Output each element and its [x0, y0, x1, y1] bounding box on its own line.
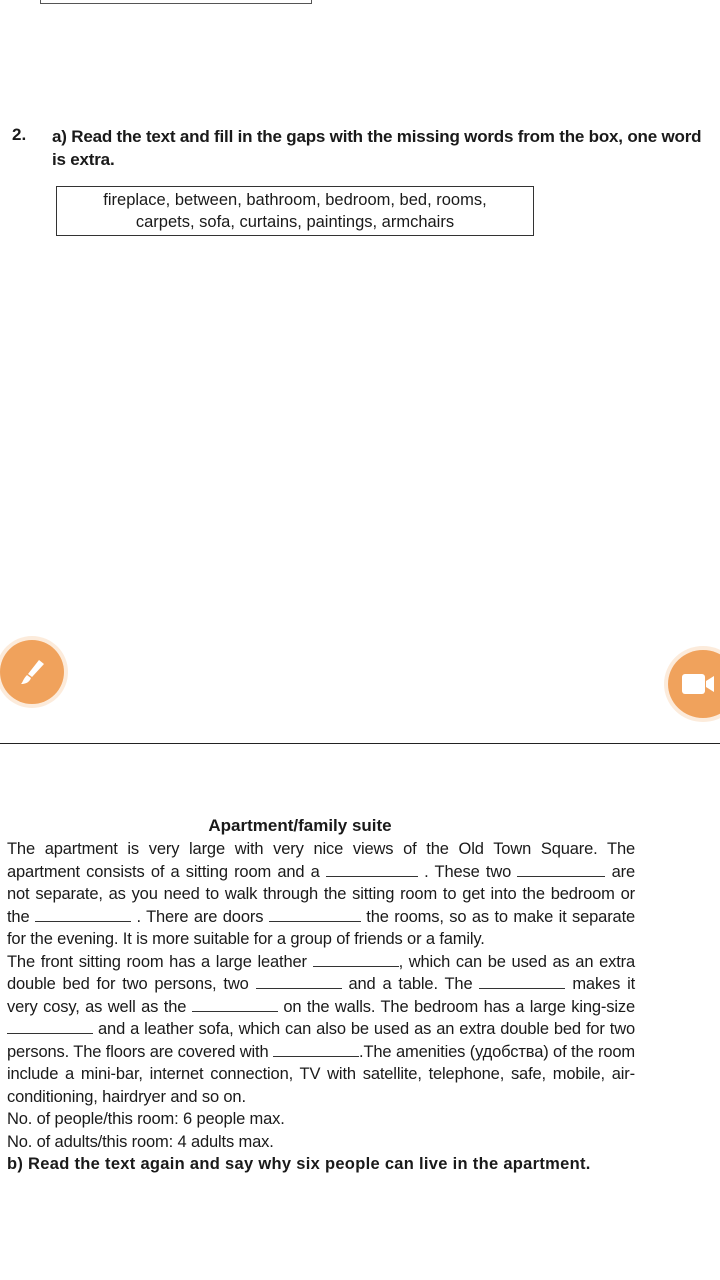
- article-title: Apartment/family suite: [208, 816, 392, 835]
- text-segment: . There are doors: [136, 907, 264, 926]
- text-segment: The apartment is very large with very nice views of the Old Town Square. The apartment consists of a sitting room and a: [7, 840, 635, 881]
- task-b: b) Read the text again and say why six people can live in the apartment.: [7, 1155, 591, 1173]
- blank-10[interactable]: [273, 1042, 359, 1057]
- page-divider: [0, 743, 720, 744]
- blank-2[interactable]: [517, 862, 605, 877]
- blank-3[interactable]: [35, 907, 131, 922]
- people-max: No. of people/this room: 6 people max.: [7, 1110, 285, 1128]
- blank-8[interactable]: [192, 997, 278, 1012]
- adults-max: No. of adults/this room: 4 adults max.: [7, 1132, 274, 1151]
- text-segment: on the walls. The bedroom has a large king-size: [283, 997, 636, 1016]
- task-heading: a) Read the text and fill in the gaps with the missing words from the box, one word is extra.: [52, 127, 702, 169]
- blank-9[interactable]: [7, 1019, 93, 1034]
- article-text: [7, 838, 635, 1176]
- text-segment: are not separate, as you need to walk through the sitting room to get into the bedroom or the: [7, 862, 636, 926]
- text-segment: and a table. The: [348, 975, 473, 993]
- word-box: [56, 186, 534, 236]
- text-segment: and a leather sofa, which can also be used as an extra double bed for two persons. The floors are covered with: [7, 1020, 636, 1061]
- blank-6[interactable]: [256, 974, 342, 989]
- text-segment: The front sitting room has a large leather: [7, 952, 307, 971]
- brush-icon: [17, 657, 47, 687]
- text-segment: .The amenities (удобства) of the room include a mini-bar, internet connection, TV with satellite, telephone, safe, mobile, air-conditioning, hairdryer and so on.: [7, 1042, 636, 1106]
- text-segment: makes it very cosy, as well as the: [7, 975, 636, 1016]
- word-box-line-1: fireplace, between, bathroom, bedroom, bed, rooms,: [103, 191, 487, 209]
- blank-4[interactable]: [269, 907, 361, 922]
- paragraph-1: [7, 838, 635, 951]
- blank-1[interactable]: [326, 862, 418, 877]
- text-segment: , which can be used as an extra double bed for two persons, two: [7, 952, 636, 993]
- video-camera-icon: [682, 673, 716, 695]
- blank-5[interactable]: [313, 952, 399, 967]
- paragraph-2: [7, 951, 635, 1109]
- annotate-button[interactable]: [0, 640, 64, 704]
- text-segment: the rooms, so as to make it separate for the evening. It is more suitable for a group of friends or a family.: [7, 907, 636, 948]
- video-button[interactable]: [668, 650, 720, 718]
- word-box-line-2: carpets, sofa, curtains, paintings, armchairs: [135, 213, 455, 231]
- task-number: 2.: [12, 125, 27, 144]
- previous-task-box: [40, 0, 312, 4]
- blank-7[interactable]: [479, 974, 565, 989]
- text-segment: . These two: [424, 862, 512, 881]
